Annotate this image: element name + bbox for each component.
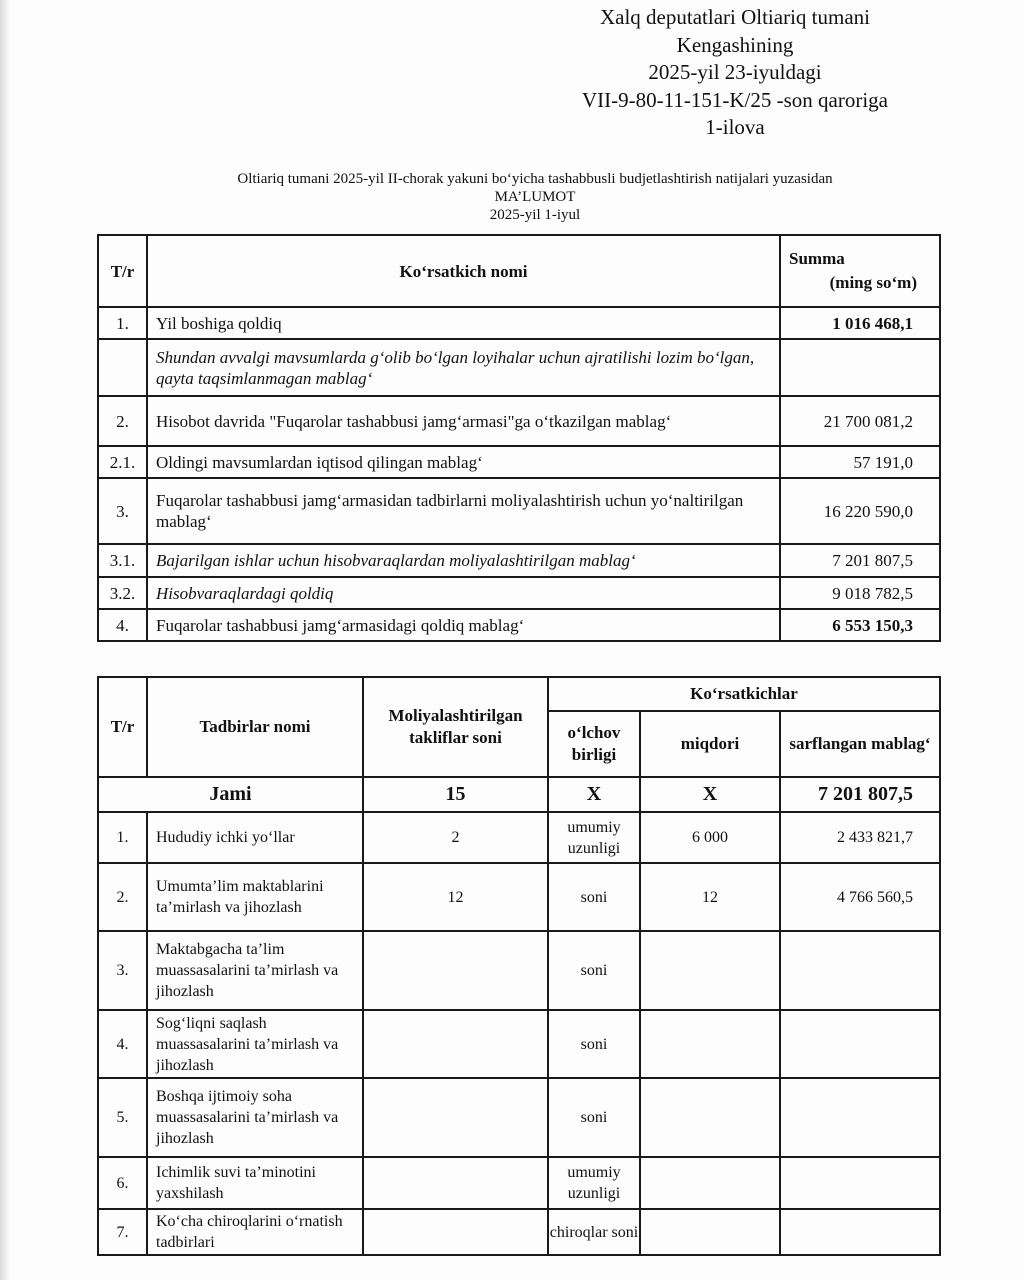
table-row — [98, 307, 940, 339]
row-num: 4. — [98, 609, 147, 641]
row-name: Maktabgacha ta’lim muassasalarini ta’mirlash va jihozlash — [147, 931, 363, 1010]
header-indicators: Ko‘rsatkichlar — [548, 677, 940, 711]
row-proposals — [363, 931, 548, 1010]
approval-line: Xalq deputatlari Oltiariq tumani — [599, 5, 870, 29]
row-name: Hududiy ichki yo‘llar — [147, 812, 363, 863]
header-sum-line1: Summa — [789, 249, 845, 268]
row-name: Fuqarolar tashabbusi jamg‘armasidagi qoldiq mablag‘ — [147, 609, 780, 641]
row-quantity — [640, 1010, 780, 1078]
row-spent — [780, 1157, 940, 1209]
header-sum — [780, 235, 940, 307]
row-name: Boshqa ijtimoiy soha muassasalarini ta’mirlash va jihozlash — [147, 1078, 363, 1157]
row-value — [780, 339, 940, 396]
row-spent: 2 433 821,7 — [780, 812, 940, 863]
approval-line: VII-9-80-11-151-K/25 -son qaroriga — [582, 87, 888, 112]
row-num: 6. — [98, 1157, 147, 1209]
row-num: 3.1. — [98, 544, 147, 577]
approval-line: Kengashining — [676, 32, 794, 57]
row-num: 7. — [98, 1209, 147, 1255]
row-quantity — [640, 1157, 780, 1209]
row-name: Hisobot davrida "Fuqarolar tashabbusi jamg‘armasi"ga o‘tkazilgan mablag‘ — [147, 396, 780, 446]
row-name: Ichimlik suvi ta’minotini yaxshilash — [147, 1157, 363, 1209]
row-unit: soni — [548, 863, 640, 931]
table-row — [98, 446, 940, 478]
row-unit: soni — [548, 931, 640, 1010]
header-spent: sarflangan mablag‘ — [780, 711, 940, 777]
row-value: 16 220 590,0 — [780, 478, 940, 544]
approval-line: 1-ilova — [705, 115, 765, 140]
row-proposals — [363, 1157, 548, 1209]
document-heading — [120, 170, 950, 224]
row-quantity — [640, 1078, 780, 1157]
header-quantity: miqdori — [640, 711, 780, 777]
table-row — [98, 1157, 940, 1209]
indicators-table — [97, 234, 941, 642]
table-header-row — [98, 677, 940, 711]
row-num: 4. — [98, 1010, 147, 1078]
row-name: Sog‘liqni saqlash muassasalarini ta’mirlash va jihozlash — [147, 1010, 363, 1078]
row-name: Oldingi mavsumlardan iqtisod qilingan mablag‘ — [147, 446, 780, 478]
row-name: Hisobvaraqlardagi qoldiq — [147, 577, 780, 609]
table-row — [98, 609, 940, 641]
total-unit: X — [548, 777, 640, 812]
row-proposals: 12 — [363, 863, 548, 931]
table-row — [98, 931, 940, 1010]
row-quantity — [640, 1209, 780, 1255]
table-row — [98, 478, 940, 544]
approval-line: 2025-yil 23-iyuldagi — [648, 60, 822, 85]
activities-table — [97, 676, 941, 1256]
row-num: 3.2. — [98, 577, 147, 609]
row-num: 3. — [98, 478, 147, 544]
row-quantity: 6 000 — [640, 812, 780, 863]
row-num: 2. — [98, 396, 147, 446]
row-name: Fuqarolar tashabbusi jamg‘armasidan tadbirlarni moliyalashtirish uchun yo‘naltirilgan mablag‘ — [147, 478, 780, 544]
table-row — [98, 1010, 940, 1078]
table-header-row — [98, 235, 940, 307]
row-proposals — [363, 1010, 548, 1078]
row-name: Yil boshiga qoldiq — [147, 307, 780, 339]
table-row — [98, 863, 940, 931]
row-quantity — [640, 931, 780, 1010]
table-row — [98, 544, 940, 577]
row-unit: chiroqlar soni — [548, 1209, 640, 1255]
row-num — [98, 339, 147, 396]
row-num: 1. — [98, 812, 147, 863]
header-indicator-name: Ko‘rsatkich nomi — [147, 235, 780, 307]
row-proposals — [363, 1209, 548, 1255]
header-num: T/r — [98, 235, 147, 307]
row-value: 21 700 081,2 — [780, 396, 940, 446]
heading-date: 2025-yil 1-iyul — [489, 207, 581, 223]
row-value: 57 191,0 — [780, 446, 940, 478]
row-name: Ko‘cha chiroqlarini o‘rnatish tadbirlari — [147, 1209, 363, 1255]
row-proposals — [363, 1078, 548, 1157]
row-value: 6 553 150,3 — [780, 609, 940, 641]
approval-block — [520, 4, 950, 142]
row-value: 1 016 468,1 — [780, 307, 940, 339]
table-row — [98, 339, 940, 396]
header-proposals: Moliyalashtirilgan takliflar soni — [363, 677, 548, 777]
page-edge-shadow — [0, 0, 10, 1280]
total-label: Jami — [98, 777, 363, 812]
row-num: 3. — [98, 931, 147, 1010]
row-unit: soni — [548, 1078, 640, 1157]
table-row — [98, 812, 940, 863]
total-quantity: X — [640, 777, 780, 812]
row-value: 9 018 782,5 — [780, 577, 940, 609]
row-num: 2.1. — [98, 446, 147, 478]
row-spent: 4 766 560,5 — [780, 863, 940, 931]
row-name: Bajarilgan ishlar uchun hisobvaraqlardan moliyalashtirilgan mablag‘ — [147, 544, 780, 577]
row-spent — [780, 1209, 940, 1255]
row-proposals: 2 — [363, 812, 548, 863]
row-num: 1. — [98, 307, 147, 339]
row-unit: umumiy uzunligi — [548, 1157, 640, 1209]
row-value: 7 201 807,5 — [780, 544, 940, 577]
header-activity-name: Tadbirlar nomi — [147, 677, 363, 777]
row-spent — [780, 1010, 940, 1078]
header-num: T/r — [98, 677, 147, 777]
table-row — [98, 577, 940, 609]
row-num: 5. — [98, 1078, 147, 1157]
row-num: 2. — [98, 863, 147, 931]
row-quantity: 12 — [640, 863, 780, 931]
table-row — [98, 1209, 940, 1255]
row-name: Umumta’lim maktablarini ta’mirlash va jihozlash — [147, 863, 363, 931]
header-unit: o‘lchov birligi — [548, 711, 640, 777]
total-spent: 7 201 807,5 — [780, 777, 940, 812]
row-spent — [780, 931, 940, 1010]
table-row — [98, 1078, 940, 1157]
header-sum-line2: (ming so‘m) — [829, 273, 917, 292]
row-unit: soni — [548, 1010, 640, 1078]
total-row — [98, 777, 940, 812]
heading-subject: Oltiariq tumani 2025-yil II-chorak yakuni bo‘yicha tashabbusli budjetlashtirish natijalari yuzasidan — [237, 171, 833, 187]
heading-title: MA’LUMOT — [494, 189, 576, 205]
total-proposals: 15 — [363, 777, 548, 812]
row-name: Shundan avvalgi mavsumlarda g‘olib bo‘lgan loyihalar uchun ajratilishi lozim bo‘lgan, qayta taqsimlanmagan mablag‘ — [147, 339, 780, 396]
row-unit: umumiy uzunligi — [548, 812, 640, 863]
table-row — [98, 396, 940, 446]
row-spent — [780, 1078, 940, 1157]
